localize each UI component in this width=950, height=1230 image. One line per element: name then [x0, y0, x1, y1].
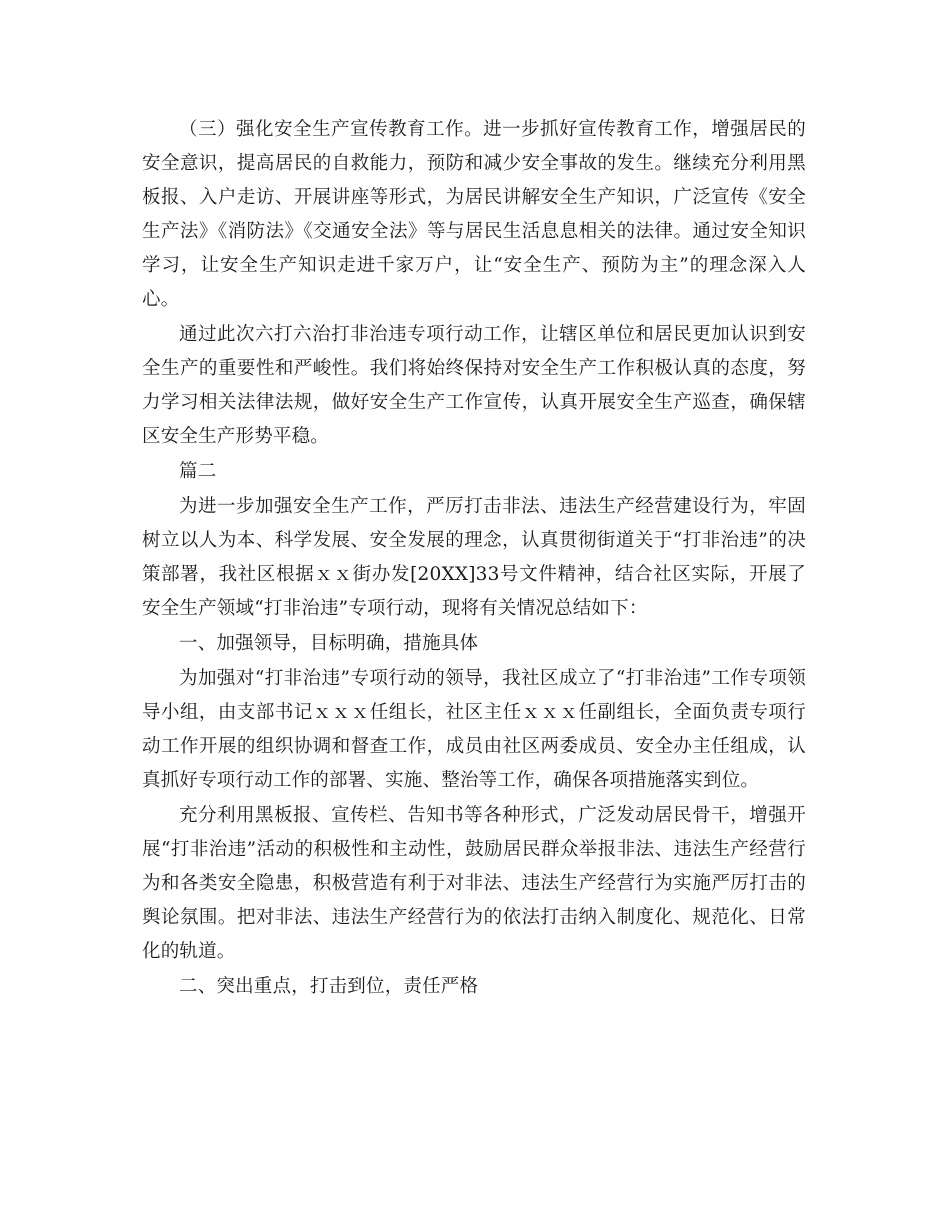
paragraph-conclusion: 通过此次六打六治打非治违专项行动工作，让辖区单位和居民更加认识到安全生产的重要性和严峻性。我们将始终保持对安全生产工作积极认真的态度，努力学习相关法律法规，做好安全生产工作宣传，认真开展安全生产巡查，确保辖区安全生产形势平稳。 [142, 324, 806, 447]
paragraph-mobilize-residents: 充分利用黑板报、宣传栏、告知书等各种形式，广泛发动居民骨干，增强开展“打非治违”活动的积极性和主动性，鼓励居民群众举报非法、违法生产经营行为和各类安全隐患，积极营造有利于对非法、违法生产经营行为实施严厉打击的舆论氛围。把对非法、违法生产经营行为的依法打击纳入制度化、规范化、日常化的轨道。 [142, 805, 806, 962]
heading-highlight-priorities: 二、突出重点，打击到位，责任严格 [179, 976, 479, 997]
paragraph-introduction: 为进一步加强安全生产工作，严厉打击非法、违法生产经营建设行为，牢固树立以人为本、科学发展、安全发展的理念，认真贯彻街道关于“打非治违”的决策部署，我社区根据ｘｘ街办发[20XX]33号文件精神，结合社区实际，开展了安全生产领域“打非治违”专项行动，现将有关情况总结如下： [142, 496, 806, 619]
section-title-part-two: 篇二 [179, 461, 217, 482]
paragraph-leadership-group: 为加强对“打非治违”专项行动的领导，我社区成立了“打非治违”工作专项领导小组，由支部书记ｘｘｘ任组长，社区主任ｘｘｘ任副组长，全面负责专项行动工作开展的组织协调和督查工作，成员由社区两委成员、安全办主任组成，认真抓好专项行动工作的部署、实施、整治等工作，确保各项措施落实到位。 [142, 668, 806, 791]
document-body [142, 113, 806, 1004]
heading-strengthen-leadership: 一、加强领导，目标明确，措施具体 [179, 633, 479, 654]
paragraph-publicity-education: （三）强化安全生产宣传教育工作。进一步抓好宣传教育工作，增强居民的安全意识，提高居民的自救能力，预防和减少安全事故的发生。继续充分利用黑板报、入户走访、开展讲座等形式，为居民讲解安全生产知识，广泛宣传《安全生产法》《消防法》《交通安全法》等与居民生活息息相关的法律。通过安全知识学习，让安全生产知识走进千家万户，让“安全生产、预防为主”的理念深入人心。 [142, 119, 806, 310]
